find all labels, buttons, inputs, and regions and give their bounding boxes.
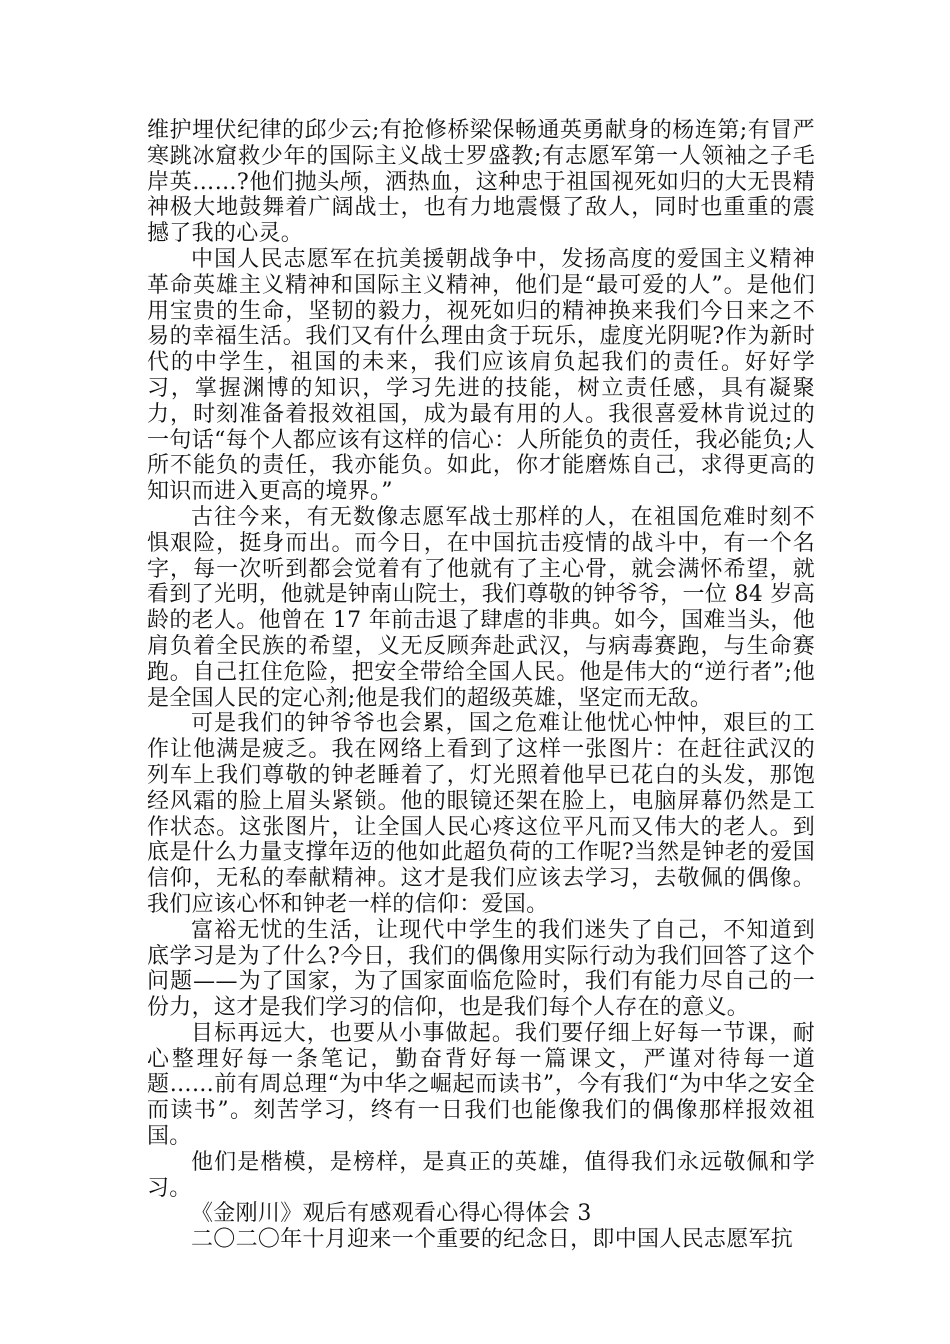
paragraph-1: 维护埋伏纪律的邱少云;有抢修桥梁保畅通英勇献身的杨连第;有冒严寒跳冰窟救少年的国际主义战士罗盛教;有志愿军第一人领袖之子毛岸英……?他们抛头颅，洒热血，这种忠于祖国视死如归的大无畏精神极大地鼓舞着广阔战士，也有力地震慑了敌人，同时也重重的震撼了我的心灵。 — [147, 118, 815, 247]
paragraph-8: 二〇二〇年十月迎来一个重要的纪念日，即中国人民志愿军抗 — [191, 1227, 794, 1253]
document-page — [147, 118, 815, 1253]
paragraph-6: 目标再远大，也要从小事做起。我们要仔细上好每一节课，耐心整理好每一条笔记，勤奋背好每一篇课文，严谨对待每一道题……前有周总理“为中华之崛起而读书”，今有我们“为中华之安全而读书”。刻苦学习，终有一日我们也能像我们的偶像那样报效祖国。 — [147, 1020, 815, 1150]
paragraph-5: 富裕无忧的生活，让现代中学生的我们迷失了自己，不知道到底学习是为了什么?今日，我们的偶像用实际行动为我们回答了这个问题——为了国家，为了国家面临危险时，我们有能力尽自己的一份力，这才是我们学习的信仰，也是我们每个人存在的意义。 — [147, 917, 815, 1021]
paragraph-7: 他们是楷模，是榜样，是真正的英雄，值得我们永远敬佩和学习。 — [147, 1149, 815, 1201]
paragraph-4: 可是我们的钟爷爷也会累，国之危难让他忧心忡忡，艰巨的工作让他满是疲乏。我在网络上看到了这样一张图片：在赶往武汉的列车上我们尊敬的钟老睡着了，灯光照着他早已花白的头发，那饱经风霜的脸上眉头紧锁。他的眼镜还架在脸上，电脑屏幕仍然是工作状态。这张图片，让全国人民心疼这位平凡而又伟大的老人。到底是什么力量支撑年迈的他如此超负荷的工作呢?当然是钟老的爱国信仰，无私的奉献精神。这才是我们应该去学习，去敬佩的偶像。我们应该心怀和钟老一样的信仰：爱国。 — [147, 711, 815, 917]
section-title: 《金刚川》观后有感观看心得心得体会 3 — [191, 1201, 592, 1227]
paragraph-3: 古往今来，有无数像志愿军战士那样的人，在祖国危难时刻不惧艰险，挺身而出。而今日，在中国抗击疫情的战斗中，有一个名字，每一次听到都会觉着有了他就有了主心骨，就会满怀希望，就看到了光明，他就是钟南山院士，我们尊敬的钟爷爷，一位 84 岁高龄的老人。他曾在 17 年前击退了肆虐的非典。如今，国难当头，他肩负着全民族的希望，义无反顾奔赴武汉，与病毒赛跑，与生命赛跑。自己扛住危险，把安全带给全国人民。他是伟大的“逆行者”;他是全国人民的定心剂;他是我们的超级英雄，坚定而无敌。 — [147, 504, 815, 711]
paragraph-2: 中国人民志愿军在抗美援朝战争中，发扬高度的爱国主义精神革命英雄主义精神和国际主义精神，他们是“最可爱的人”。是他们用宝贵的生命，坚韧的毅力，视死如归的精神换来我们今日来之不易的幸福生活。我们又有什么理由贪于玩乐，虚度光阴呢?作为新时代的中学生，祖国的未来，我们应该肩负起我们的责任。好好学习，掌握渊博的知识，学习先进的技能，树立责任感，具有凝聚力，时刻准备着报效祖国，成为最有用的人。我很喜爱林肯说过的一句话“每个人都应该有这样的信心：人所能负的责任，我必能负;人所不能负的责任，我亦能负。如此，你才能磨炼自己，求得更高的知识而进入更高的境界。” — [147, 246, 815, 505]
